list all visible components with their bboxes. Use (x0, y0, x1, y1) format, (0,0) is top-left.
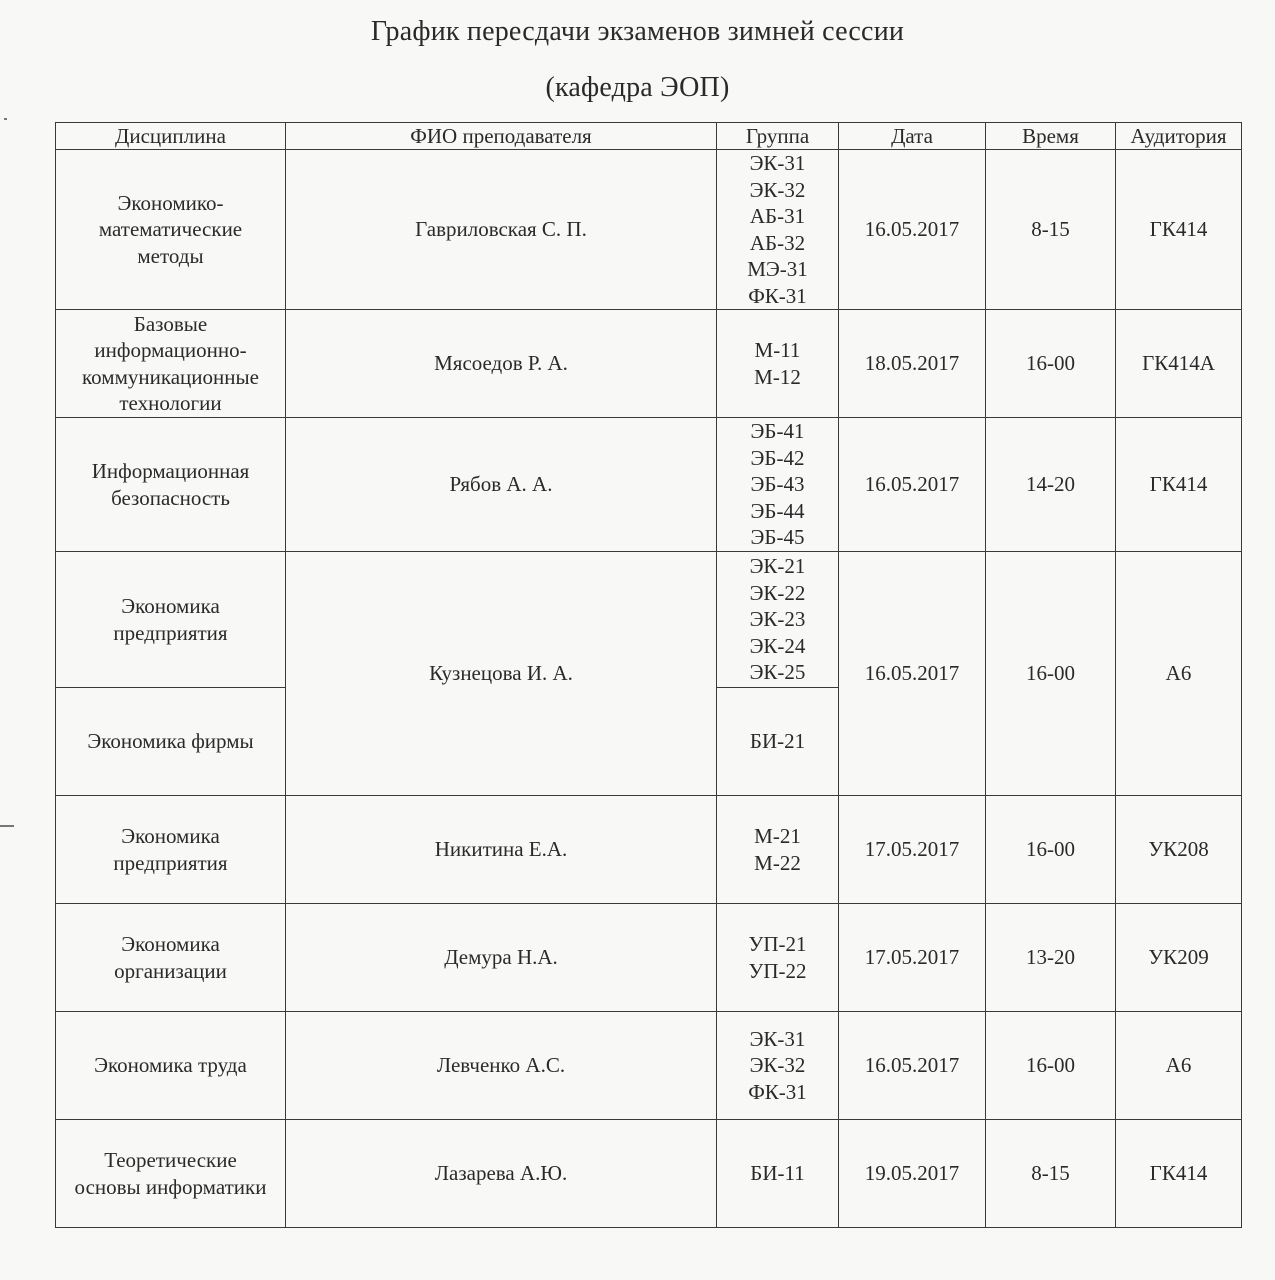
date-cell: 16.05.2017 (839, 1012, 986, 1120)
scan-edge-mark (0, 825, 14, 827)
teacher-cell: Демура Н.А. (286, 904, 717, 1012)
discipline-cell (56, 150, 286, 310)
group-code: ФК-31 (748, 1079, 807, 1104)
group-code: М-12 (754, 364, 801, 389)
discipline-text: Информационная безопасность (91, 459, 250, 510)
group-code: ФК-31 (748, 283, 807, 308)
group-code: ЭБ-42 (750, 445, 805, 470)
discipline-cell (56, 1012, 286, 1120)
exam-schedule-table (55, 122, 1242, 1228)
discipline-cell: Экономика фирмы (56, 688, 286, 796)
discipline-cell (56, 310, 286, 418)
room-cell: УК208 (1116, 796, 1242, 904)
room-cell: ГК414 (1116, 150, 1242, 310)
group-code: ЭБ-44 (750, 498, 805, 523)
groups-cell (717, 418, 839, 552)
teacher-cell: Рябов А. А. (286, 418, 717, 552)
discipline-text: Базовые информационно- коммуникационные технологии (82, 311, 259, 415)
discipline-text: Экономика труда (94, 1053, 247, 1078)
group-code: ЭБ-41 (750, 419, 805, 444)
room-cell: УК209 (1116, 904, 1242, 1012)
table-row (56, 904, 1242, 1012)
group-code: МЭ-31 (747, 257, 808, 281)
table-row (56, 1012, 1242, 1120)
scan-edge-mark (4, 118, 7, 120)
group-code: ЭК-31 (749, 1026, 806, 1051)
table-row (56, 552, 1242, 688)
date-cell: 16.05.2017 (839, 418, 986, 552)
group-code: ЭК-31 (749, 151, 806, 175)
time-cell: 8-15 (986, 150, 1116, 310)
group-code: ЭК-24 (749, 633, 806, 658)
room-cell: ГК414А (1116, 310, 1242, 418)
teacher-cell: Лазарева А.Ю. (286, 1120, 717, 1228)
time-cell: 8-15 (986, 1120, 1116, 1228)
room-cell: А6 (1116, 1012, 1242, 1120)
date-cell: 19.05.2017 (839, 1120, 986, 1228)
room-cell: А6 (1116, 552, 1242, 796)
groups-cell (717, 1120, 839, 1228)
table-row (56, 310, 1242, 418)
time-cell: 16-00 (986, 796, 1116, 904)
group-code: ЭБ-43 (750, 472, 805, 497)
group-code: ЭК-25 (749, 660, 806, 685)
teacher-cell: Кузнецова И. А. (286, 552, 717, 796)
document-subtitle: (кафедра ЭОП) (545, 72, 730, 103)
header-row (56, 123, 1242, 150)
date-cell: 16.05.2017 (839, 552, 986, 796)
room-cell: ГК414 (1116, 1120, 1242, 1228)
time-cell: 16-00 (986, 552, 1116, 796)
discipline-cell (56, 904, 286, 1012)
teacher-cell: Никитина Е.А. (286, 796, 717, 904)
teacher-cell: Гавриловская С. П. (286, 150, 717, 310)
groups-cell (717, 310, 839, 418)
group-code: ЭК-22 (749, 580, 806, 605)
table-row (56, 1120, 1242, 1228)
groups-cell (717, 688, 839, 796)
group-code: БИ-11 (750, 1161, 805, 1186)
discipline-text: Экономико- математические методы (98, 190, 243, 268)
header-date: Дата (839, 123, 986, 150)
group-code: ЭК-21 (749, 554, 806, 579)
time-cell: 16-00 (986, 310, 1116, 418)
group-code: М-22 (754, 850, 801, 875)
discipline-cell (56, 796, 286, 904)
header-room: Аудитория (1116, 123, 1242, 150)
header-teacher: ФИО преподавателя (286, 123, 717, 150)
groups-cell (717, 904, 839, 1012)
discipline-text: Экономика организации (114, 932, 227, 983)
group-code: М-11 (754, 338, 801, 362)
discipline-text: Теоретические основы информатики (74, 1148, 267, 1199)
group-code: ЭК-32 (749, 177, 806, 202)
discipline-cell (56, 418, 286, 552)
group-code: ЭК-23 (749, 607, 806, 632)
group-code: УП-22 (748, 958, 807, 983)
group-code: М-21 (754, 824, 801, 848)
time-cell: 16-00 (986, 1012, 1116, 1120)
table-row (56, 418, 1242, 552)
discipline-text: Экономика предприятия (113, 594, 228, 645)
room-cell: ГК414 (1116, 418, 1242, 552)
group-code: АБ-32 (749, 230, 806, 255)
groups-cell (717, 1012, 839, 1120)
group-code: ЭК-32 (749, 1053, 806, 1078)
groups-cell (717, 150, 839, 310)
time-cell: 13-20 (986, 904, 1116, 1012)
group-code: УП-21 (748, 932, 807, 956)
document-title: График пересдачи экзаменов зимней сессии (370, 16, 905, 47)
discipline-text: Экономика предприятия (113, 824, 228, 875)
group-code: ЭБ-45 (750, 525, 805, 550)
table-row (56, 796, 1242, 904)
date-cell: 17.05.2017 (839, 796, 986, 904)
date-cell: 18.05.2017 (839, 310, 986, 418)
group-code: АБ-31 (749, 204, 806, 228)
time-cell: 14-20 (986, 418, 1116, 552)
teacher-cell: Левченко А.С. (286, 1012, 717, 1120)
discipline-cell (56, 552, 286, 688)
date-cell: 16.05.2017 (839, 150, 986, 310)
teacher-cell: Мясоедов Р. А. (286, 310, 717, 418)
groups-cell (717, 552, 839, 688)
discipline-cell (56, 1120, 286, 1228)
group-code: БИ-21 (749, 729, 806, 754)
table-row (56, 150, 1242, 310)
date-cell: 17.05.2017 (839, 904, 986, 1012)
header-group: Группа (717, 123, 839, 150)
header-discipline: Дисциплина (56, 123, 286, 150)
header-time: Время (986, 123, 1116, 150)
groups-cell (717, 796, 839, 904)
